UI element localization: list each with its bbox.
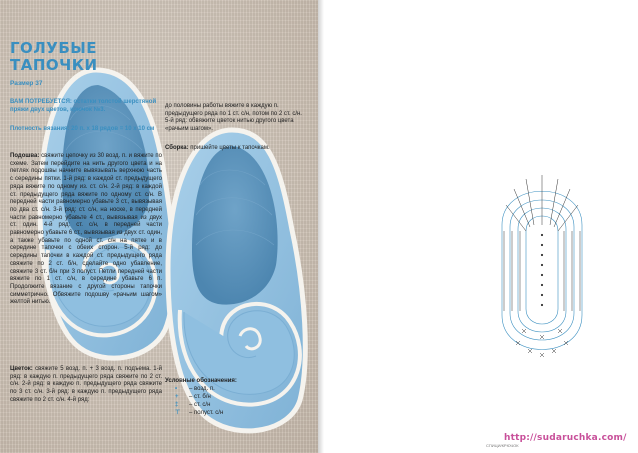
title-line-2: ТАПОЧКИ <box>10 56 98 74</box>
assembly-text: пришейте цветы к тапочкам. <box>188 145 270 151</box>
footer-label: СПИЦИ/КРЮЧОК <box>486 443 519 448</box>
materials-label: ВАМ ПОТРЕБУЕТСЯ: <box>10 99 72 105</box>
instruction-page <box>324 0 638 453</box>
gauge-paragraph <box>10 126 162 134</box>
legend-text: – возд. п. <box>189 386 215 392</box>
legend-text: – ст. с/н <box>189 402 211 408</box>
legend-symbol: ‡ <box>175 402 179 408</box>
materials-text: остатки толстой шерстяной пряжи двух цветов, крючок №3. <box>10 99 157 113</box>
flower-paragraph <box>10 366 162 405</box>
legend-text: – полуст. с/н <box>189 410 224 416</box>
sole-text: свяжите цепочку из 30 возд. п. и вяжите по схеме. Затем перейдите на нить другого цвета и на петлях подошвы начните вывязывать верхнюю часть с середины пятки. 1-й ряд: в каждой ст. предыдущего ряда вяжите по одному из. ст. с/н. 2-й ряд: в каждой ст. предыдущего ряда вяжите по одному ст. с/н. В передней части равномерно убавьте 3 ст., вывязывая по два ст. с/н. 3-й ряд: ст. с/н, на носке, в передней части равномерно убавьте 4 ст., вывязывая из двух ст. один. 4-й ряд: ст. с/н, в передней части равномерно убавьте 6 ст., вывязывая из двух ст. один, а также убавьте по одной ст. с/н на пятке и в середине тапочки с обеих сторон. 5-й ряд: до середины тапочки в каждой ст. предыдущего ряда свяжите по 2 ст. б/н, сделайте одно убавление, свяжите 3 ст. б/н при 3 полуст. Петли передней части вяжите по 1 ст. с/н, в середине убавьте 6 п. Продолжите вязание с другой стороны тапочки симметрично. Обвяжите подошву «рачьим шагом» желтой нитью. <box>10 153 162 306</box>
title-line-1: ГОЛУБЫЕ <box>10 39 98 57</box>
article-title <box>10 40 98 74</box>
legend-text: – ст. б/н <box>189 394 211 400</box>
legend-item <box>165 385 305 393</box>
sole-label: Подошва: <box>10 153 40 159</box>
sole-paragraph <box>10 153 162 307</box>
legend-symbol: ⊤ <box>175 410 181 416</box>
legend-item <box>165 409 305 417</box>
gauge-text: 20 п. х 18 рядов = 10 х 10 см <box>69 126 155 132</box>
watermark-link[interactable]: http://sudaruchka.com/ <box>504 433 627 443</box>
legend-title: Условные обозначения: <box>165 378 237 384</box>
gauge-label: Плотность вязания: <box>10 126 70 132</box>
crochet-chart <box>496 165 588 371</box>
legend-symbol: + <box>175 394 179 400</box>
materials-paragraph <box>10 99 162 114</box>
legend-symbol: • <box>175 386 178 392</box>
size-label: Размер 37 <box>10 80 43 87</box>
assembly-paragraph <box>165 145 305 153</box>
assembly-label: Сборка: <box>165 145 189 151</box>
legend-item <box>165 401 305 409</box>
flower-label: Цветок: <box>10 366 33 372</box>
flower-text: свяжите 5 возд. п. + 3 возд. п. подъема. 1-й ряд: в каждую п. предыдущего ряда свяжите по 2 ст. с/н. 2-й ряд: в каждую п. предыдущего ряда свяжите по 3 ст. с/н. 3-й ряд: в каждую п. предыдущего ряда свяжите по 2 ст. с/н. 4-й ряд: <box>10 366 162 403</box>
flower-continued-paragraph: до половины работы вяжите в каждую п. предыдущего ряда по 1 ст. с/н, потом по 2 ст. с/н. 5-й ряд: обвяжите цветок нитью другого цвета «рачьим шагом». <box>165 103 302 133</box>
legend-item <box>165 393 305 401</box>
legend <box>165 377 305 417</box>
